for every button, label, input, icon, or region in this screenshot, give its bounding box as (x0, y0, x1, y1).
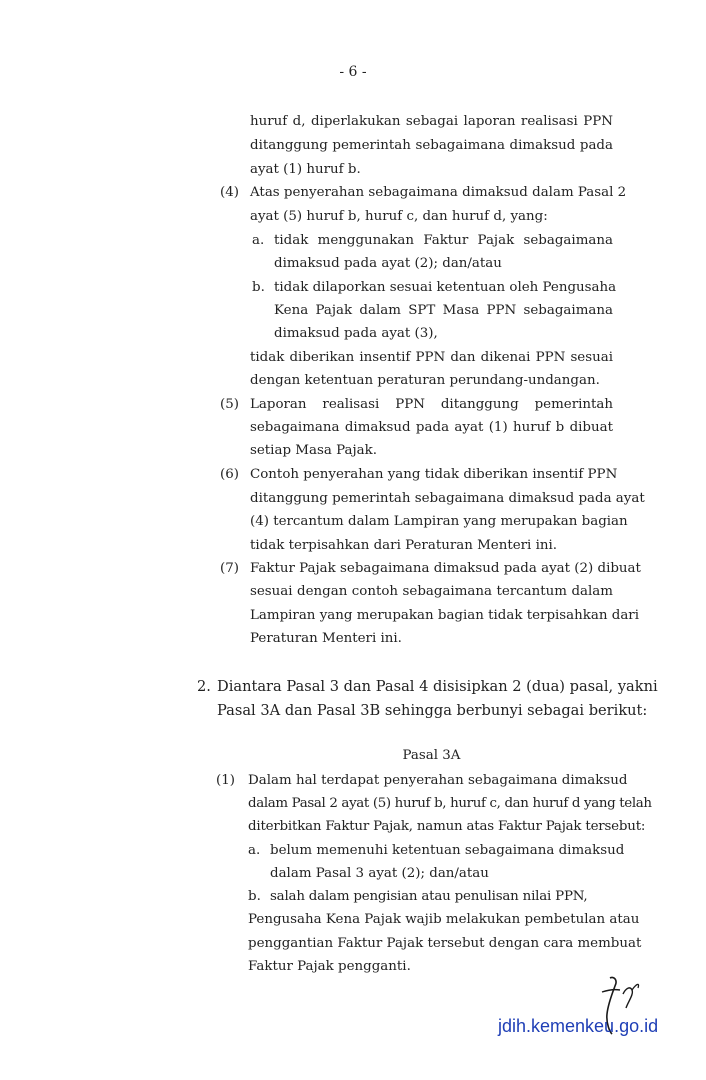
text-line: Faktur Pajak sebagaimana dimaksud pada ayat (2) dibuat (250, 561, 641, 576)
text-line: tidak menggunakan Faktur Pajak sebagaimana (274, 233, 613, 248)
text-line: Diantara Pasal 3 dan Pasal 4 disisipkan 2 (dua) pasal, yakni (217, 678, 658, 695)
text-line: Pasal 3A dan Pasal 3B sehingga berbunyi sebagai berikut: (217, 702, 648, 719)
text-line: Dalam hal terdapat penyerahan sebagaimana dimaksud (248, 773, 628, 788)
text-line: Contoh penyerahan yang tidak diberikan insentif PPN (250, 467, 618, 482)
footer-link[interactable]: jdih.kemenkeu.go.id (498, 1016, 659, 1036)
text-line: Kena Pajak dalam SPT Masa PPN sebagaimana (274, 303, 613, 318)
text-line: ditanggung pemerintah sebagaimana dimaksud pada ayat (250, 491, 645, 506)
paragraph-number: (4) (220, 185, 239, 200)
text-line: penggantian Faktur Pajak tersebut dengan cara membuat (248, 936, 642, 951)
text-line: tidak terpisahkan dari Peraturan Menteri ini. (250, 538, 558, 553)
list-label: a. (252, 233, 265, 248)
text-line: Laporan realisasi PPN ditanggung pemerintah (250, 397, 613, 412)
text-line: Pengusaha Kena Pajak wajib melakukan pembetulan atau (248, 912, 640, 927)
text-line: diterbitkan Faktur Pajak, namun atas Faktur Pajak tersebut: (248, 819, 646, 834)
text-line: belum memenuhi ketentuan sebagaimana dimaksud (270, 843, 625, 858)
list-label: a. (248, 843, 261, 858)
text-line: salah dalam pengisian atau penulisan nilai PPN, (270, 889, 588, 904)
text-line: setiap Masa Pajak. (250, 443, 377, 458)
text-line: dalam Pasal 3 ayat (2); dan/atau (270, 866, 489, 881)
article-title: Pasal 3A (402, 748, 461, 763)
text-line: sesuai dengan contoh sebagaimana tercantum dalam (250, 584, 613, 599)
paragraph-number: (6) (220, 467, 239, 482)
paragraph-number: (5) (220, 397, 239, 412)
text-line: huruf d, diperlakukan sebagai laporan realisasi PPN (250, 114, 613, 129)
paragraph-number: (1) (216, 773, 235, 788)
text-line: Faktur Pajak pengganti. (248, 959, 411, 974)
text-line: sebagaimana dimaksud pada ayat (1) huruf b dibuat (250, 420, 613, 435)
text-line: Lampiran yang merupakan bagian tidak terpisahkan dari (250, 608, 639, 623)
paragraph-number: (7) (220, 561, 239, 576)
text-line: dimaksud pada ayat (2); dan/atau (274, 256, 502, 271)
text-line: Atas penyerahan sebagaimana dimaksud dalam Pasal 2 (250, 185, 627, 200)
text-line: dengan ketentuan peraturan perundang-undangan. (250, 373, 600, 388)
list-label: b. (248, 889, 261, 904)
text-line: dimaksud pada ayat (3), (274, 326, 438, 341)
text-line: tidak diberikan insentif PPN dan dikenai PPN sesuai (250, 350, 613, 365)
text-line: Peraturan Menteri ini. (250, 631, 402, 646)
text-line: (4) tercantum dalam Lampiran yang merupakan bagian (250, 514, 628, 529)
text-line: tidak dilaporkan sesuai ketentuan oleh Pengusaha (274, 280, 617, 295)
text-line: ditanggung pemerintah sebagaimana dimaksud pada (250, 138, 613, 153)
list-label: b. (252, 280, 265, 295)
item-number: 2. (197, 678, 211, 695)
text-line: ayat (5) huruf b, huruf c, dan huruf d, yang: (250, 209, 548, 224)
page-number: - 6 - (339, 64, 367, 80)
text-line: ayat (1) huruf b. (250, 162, 361, 177)
text-line: dalam Pasal 2 ayat (5) huruf b, huruf c, dan huruf d yang telah (248, 796, 652, 811)
